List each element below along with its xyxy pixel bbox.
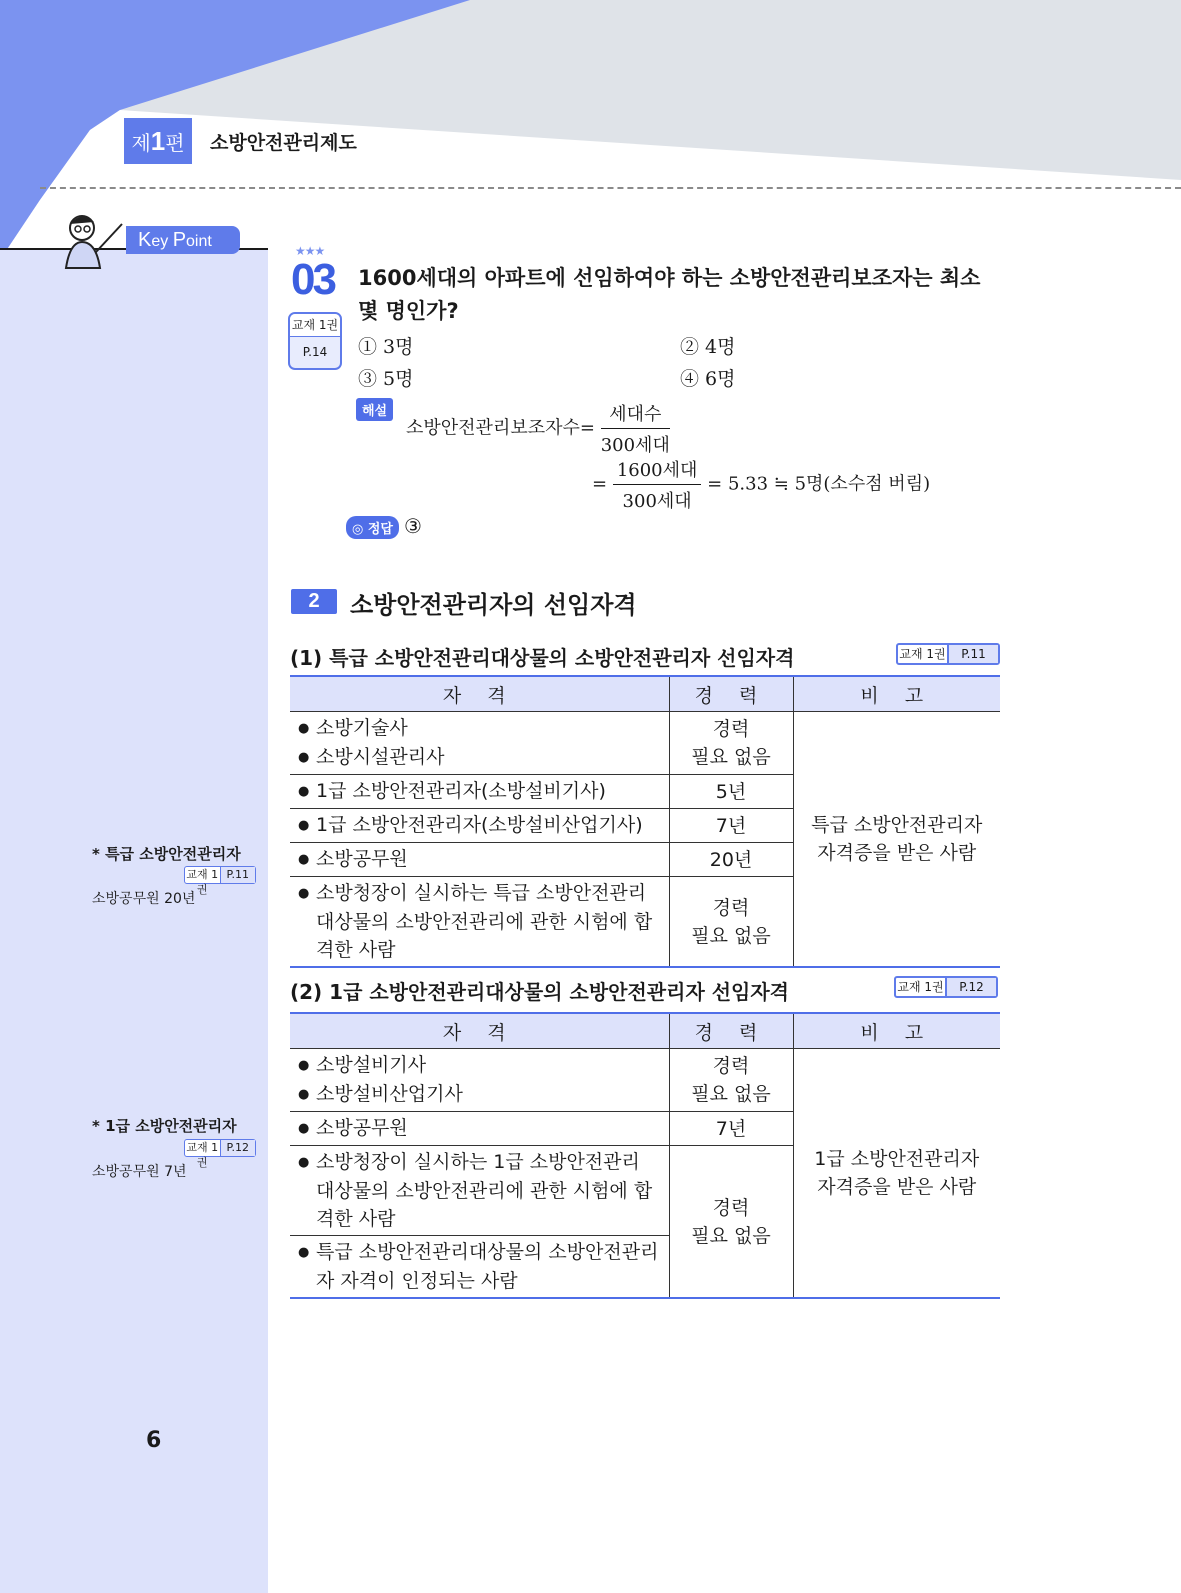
side-note-ref: 교재 1권 P.11 <box>184 866 256 884</box>
teacher-figure-icon <box>60 210 124 270</box>
table-row: ● 소방공무원 20년 <box>290 843 1000 877</box>
table-header-row: 자 격 경 력 비 고 <box>290 1013 1000 1049</box>
option-2: ② 4명 <box>680 336 736 358</box>
table-row: ● 소방청장이 실시하는 특급 소방안전관리 대상물의 소방안전관리에 관한 시험에 합격한 사람 경력 필요 없음 <box>290 877 1000 968</box>
fraction-1: $\frac{\text{세대수}}{\text{300세대}}$ <box>601 400 670 457</box>
section-title: 소방안전관리자의 선임자격 <box>350 591 637 619</box>
page-number: 6 <box>146 1428 162 1453</box>
key-point-label: Key Point <box>126 226 240 254</box>
answer-value: ③ <box>404 514 422 538</box>
side-note-ref: 교재 1권 P.12 <box>184 1139 256 1157</box>
table-row: ● 1급 소방안전관리자(소방설비산업기사) 7년 <box>290 809 1000 843</box>
table-header-row: 자 격 경 력 비 고 <box>290 676 1000 712</box>
option-3: ③ 5명 <box>358 368 414 390</box>
question-reference <box>288 312 342 370</box>
side-note-title: * 특급 소방안전관리자 <box>92 845 241 863</box>
option-4: ④ 6명 <box>680 368 736 390</box>
header-divider <box>40 187 1181 189</box>
explanation-tag: 해설 <box>356 398 393 421</box>
table1-ref: 교재 1권 P.11 <box>896 643 1000 665</box>
question-text: 1600세대의 아파트에 선임하여야 하는 소방안전관리보조자는 최소 몇 명인가? <box>358 266 981 323</box>
table-row: ● 1급 소방안전관리자(소방설비기사) 5년 <box>290 775 1000 809</box>
table2-ref: 교재 1권 P.12 <box>894 976 998 998</box>
section-number-badge: 2 <box>291 589 337 614</box>
answer-tag: ◎ 정답 <box>346 516 399 539</box>
table2-title: (2) 1급 소방안전관리대상물의 소방안전관리자 선임자격 <box>290 980 790 1004</box>
side-note-text: 소방공무원 7년 <box>92 1164 187 1180</box>
side-note-title: * 1급 소방안전관리자 <box>92 1117 237 1135</box>
table2-note: 1급 소방안전관리자 자격증을 받은 사람 <box>793 1049 1000 1299</box>
table1 <box>290 675 1000 968</box>
table-row: ● 특급 소방안전관리대상물의 소방안전관리자 자격이 인정되는 사람 <box>290 1236 1000 1299</box>
table-row: ● 소방기술사 ● 소방시설관리사 경력 필요 없음 특급 소방안전관리자 자격증을 받은 사람 <box>290 712 1000 775</box>
formula-line-1: 소방안전관리보조자수= $\frac{\text{세대수}}{\text{300세대}}$ <box>406 400 670 457</box>
question-ref-book: 교재 1권 <box>290 314 340 337</box>
table-row: ● 소방설비기사 ● 소방설비산업기사 경력 필요 없음 1급 소방안전관리자 자격증을 받은 사람 <box>290 1049 1000 1112</box>
table1-note: 특급 소방안전관리자 자격증을 받은 사람 <box>793 712 1000 968</box>
part-title: 소방안전관리제도 <box>210 132 357 154</box>
table2 <box>290 1012 1000 1299</box>
fraction-2: $\frac{\text{1600세대}}{\text{300세대}}$ <box>613 456 702 513</box>
sidebar <box>0 250 268 1593</box>
difficulty-stars: ★★★ <box>295 244 325 258</box>
part-badge: 제1편 <box>124 118 192 164</box>
formula-line-2: = $\frac{\text{1600세대}}{\text{300세대}}$ = 5.33 ≒ 5명(소수점 버림) <box>592 456 930 513</box>
table1-title: (1) 특급 소방안전관리대상물의 소방안전관리자 선임자격 <box>290 646 795 670</box>
question-number: 03 <box>291 255 334 304</box>
table-row: ● 소방청장이 실시하는 1급 소방안전관리 대상물의 소방안전관리에 관한 시험에 합격한 사람 경력 필요 없음 <box>290 1146 1000 1236</box>
side-note-text: 소방공무원 20년 <box>92 891 196 907</box>
question-ref-page: P.14 <box>302 345 328 359</box>
table-row: ● 소방공무원 7년 <box>290 1112 1000 1146</box>
option-1: ① 3명 <box>358 336 414 358</box>
